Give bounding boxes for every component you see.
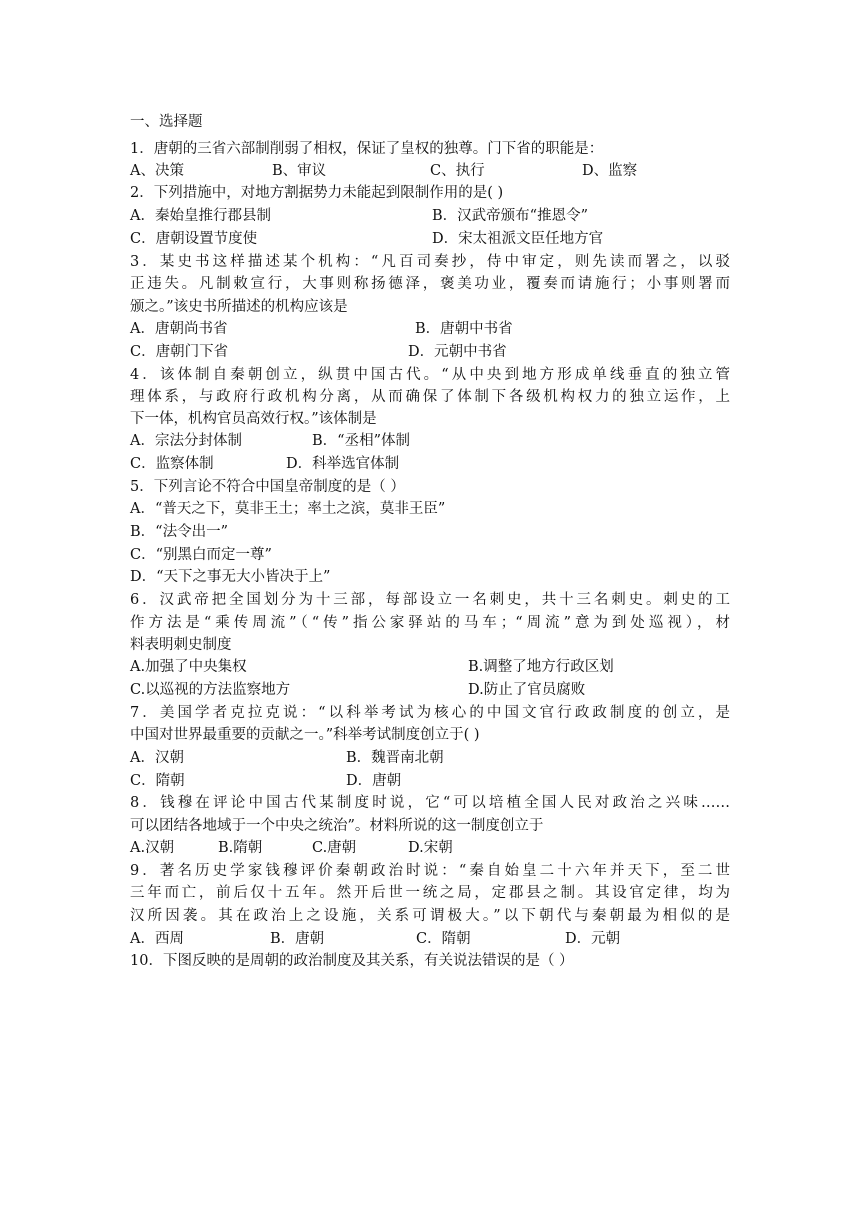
section-title: 一、选择题	[130, 114, 203, 130]
q2-option-a: A．秦始皇推行郡县制	[130, 208, 271, 224]
q9-option-a: A．西周	[130, 931, 184, 947]
q1-option-b: B、审议	[272, 163, 327, 179]
q2-option-d: D．宋太祖派文臣任地方官	[432, 231, 604, 247]
q3-option-a: A．唐朝尚书省	[130, 321, 228, 337]
question-3-line-2: 正违失。凡制敕宣行，大事则称扬德泽，褒美功业，覆奏而请施行；小事则署而	[130, 276, 730, 292]
question-4-line-2: 理体系，与政府行政机构分离，从而确保了体制下各级机构权力的独立运作，上	[130, 389, 730, 405]
q6-option-c: C.以巡视的方法监察地方	[130, 682, 291, 698]
q3-option-b: B．唐朝中书省	[415, 321, 513, 337]
question-4-line-3: 下一体，机构官员高效行权。”该体制是	[130, 411, 377, 427]
q1-option-a: A、决策	[130, 163, 184, 179]
q4-option-b: B．“丞相”体制	[312, 433, 410, 449]
q2-option-b: B．汉武帝颁布“推恩令”	[432, 208, 588, 224]
q8-option-a: A.汉朝	[130, 840, 175, 856]
question-6-line-3: 料表明刺史制度	[130, 637, 232, 653]
q8-option-c: C.唐朝	[312, 840, 357, 856]
question-9-line-1: 9．著名历史学家钱穆评价秦朝政治时说：“秦自始皇二十六年并天下，至二世	[130, 863, 730, 879]
q7-option-b: B．魏晋南北朝	[346, 750, 444, 766]
question-8-line-1: 8．钱穆在评论中国古代某制度时说，它“可以培植全国人民对政治之兴味……	[130, 795, 730, 811]
question-5-line-1: 5．下列言论不符合中国皇帝制度的是（ ）	[130, 479, 405, 495]
question-6-line-2: 作方法是“乘传周流”（“传”指公家驿站的马车；“周流”意为到处巡视），材	[130, 615, 730, 631]
q9-option-c: C．隋朝	[416, 931, 471, 947]
question-3-line-1: 3．某史书这样描述某个机构：“凡百司奏抄，侍中审定，则先读而署之，以驳	[130, 254, 730, 270]
q3-option-c: C．唐朝门下省	[130, 344, 229, 360]
q4-option-a: A．宗法分封体制	[130, 433, 242, 449]
question-8-line-2: 可以团结各地域于一个中央之统治”。材料所说的这一制度创立于	[130, 818, 544, 834]
q7-option-c: C．隋朝	[130, 773, 185, 789]
q7-option-d: D．唐朝	[346, 773, 402, 789]
question-9-line-3: 汉所因袭。其在政治上之设施，关系可谓极大。”以下朝代与秦朝最为相似的是	[130, 908, 730, 924]
q9-option-b: B．唐朝	[270, 931, 325, 947]
q3-option-d: D．元朝中书省	[408, 344, 507, 360]
q4-option-d: D．科举选官体制	[286, 456, 400, 472]
q5-option-d: D．“天下之事无大小皆决于上”	[130, 569, 331, 585]
question-7-line-1: 7．美国学者克拉克说：“以科举考试为核心的中国文官行政政制度的创立，是	[130, 705, 730, 721]
q1-option-d: D、监察	[582, 163, 638, 179]
q6-option-b: B.调整了地方行政区划	[468, 659, 614, 675]
question-1-line-1: 1．唐朝的三省六部制削弱了相权，保证了皇权的独尊。门下省的职能是：	[130, 141, 604, 157]
question-4-line-1: 4．该体制自秦朝创立，纵贯中国古代。“从中央到地方形成单线垂直的独立管	[130, 367, 730, 383]
q6-option-d: D.防止了官员腐败	[468, 682, 586, 698]
q7-option-a: A．汉朝	[130, 750, 184, 766]
q8-option-d: D.宋朝	[408, 840, 453, 856]
question-7-line-2: 中国对世界最重要的贡献之一。”科举考试制度创立于( )	[130, 727, 480, 743]
q2-option-c: C．唐朝设置节度使	[130, 231, 258, 247]
question-9-line-2: 三年而亡，前后仅十五年。然开后世一统之局，定郡县之制。其设官定律，均为	[130, 885, 730, 901]
question-10-line-1: 10．下图反映的是周朝的政治制度及其关系，有关说法错误的是（ ）	[130, 953, 574, 969]
question-2-line-1: 2．下列措施中，对地方割据势力未能起到限制作用的是( )	[130, 185, 504, 201]
q1-option-c: C、执行	[430, 163, 485, 179]
q8-option-b: B.隋朝	[218, 840, 263, 856]
q6-option-a: A.加强了中央集权	[130, 659, 247, 675]
q5-option-b: B．“法令出一”	[130, 524, 228, 540]
question-6-line-1: 6．汉武帝把全国划分为十三部，每部设立一名刺史，共十三名刺史。刺史的工	[130, 592, 730, 608]
q4-option-c: C．监察体制	[130, 456, 214, 472]
q5-option-c: C．“别黑白而定一尊”	[130, 547, 272, 563]
q9-option-d: D．元朝	[565, 931, 621, 947]
question-3-line-3: 颁之。”该史书所描述的机构应该是	[130, 299, 348, 315]
q5-option-a: A．“普天之下，莫非王土；率土之滨，莫非王臣”	[130, 501, 446, 517]
